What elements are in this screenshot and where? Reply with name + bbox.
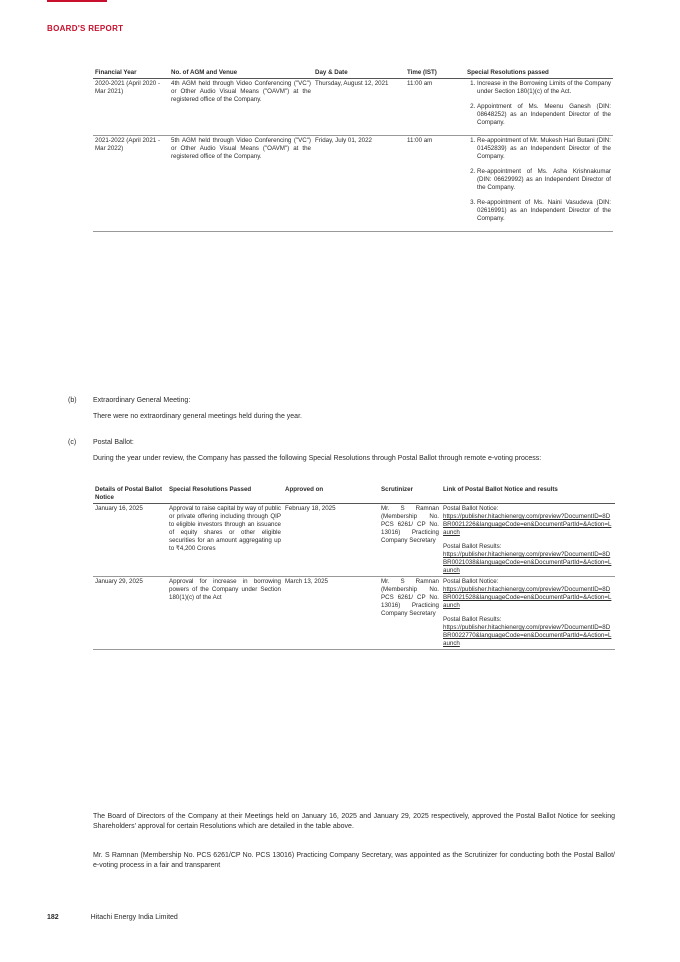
pb-approved: February 18, 2025 <box>283 504 379 577</box>
company-name: Hitachi Energy India Limited <box>90 914 178 921</box>
pb-resolution: Approval to raise capital by way of public or private offering including through QIP to eligible investors through an issuance of equity shares or other eligible securities for an amount aggregating up to ₹4,200 Crores <box>167 504 283 577</box>
table-row <box>93 79 613 136</box>
page-number: 182 <box>47 914 59 921</box>
agm-venue: 4th AGM held through Video Conferencing ("VC") or Other Audio Visual Means ("OAVM") at the registered office of the Company. <box>169 79 313 136</box>
agm-col-date: Day & Date <box>313 68 405 79</box>
agm-date: Friday, July 01, 2022 <box>313 136 405 232</box>
notice-link[interactable]: https://publisher.hitachienergy.com/preview?DocumentID=8DBR0021528&languageCode=en&DocumentPartId=&Action=Launch <box>443 586 612 609</box>
pb-col-approved: Approved on <box>283 485 379 504</box>
pb-links <box>441 577 615 650</box>
list-item: 2. Appointment of Ms. Meenu Ganesh (DIN: 08648252) as an Independent Director of the Company. <box>477 103 611 127</box>
pb-links <box>441 504 615 577</box>
agm-fy: 2021-2022 (April 2021 - Mar 2022) <box>93 136 169 232</box>
list-item: 2. Re-appointment of Ms. Asha Krishnakumar (DIN: 06629992) as an Independent Director of the Company. <box>477 168 611 192</box>
pb-date: January 29, 2025 <box>93 577 167 650</box>
egm-title: Extraordinary General Meeting: <box>93 397 191 404</box>
table-row <box>93 136 613 232</box>
header-accent-bar <box>47 0 107 2</box>
postal-ballot-table <box>93 485 615 650</box>
agm-time: 11:00 am <box>405 136 465 232</box>
notice-link[interactable]: https://publisher.hitachienergy.com/preview?DocumentID=8DBR0021226&languageCode=en&DocumentPartId=&Action=Launch <box>443 513 612 536</box>
agm-resolutions <box>465 136 613 232</box>
agm-time: 11:00 am <box>405 79 465 136</box>
result-link[interactable]: https://publisher.hitachienergy.com/preview?DocumentID=8DBR0021038&languageCode=en&DocumentPartId=&Action=Launch <box>443 551 612 574</box>
notice-label: Postal Ballot Notice: <box>443 578 499 585</box>
agm-table <box>93 68 613 232</box>
list-item: 1. Re-appointment of Mr. Mukesh Hari Butani (DIN: 01452839) as an Independent Director of the Company. <box>477 137 611 161</box>
result-label: Postal Ballot Results: <box>443 616 502 623</box>
egm-text: There were no extraordinary general meetings held during the year. <box>93 413 302 420</box>
notice-label: Postal Ballot Notice: <box>443 505 499 512</box>
pb-col-scrutinizer: Scrutinizer <box>379 485 441 504</box>
table-row <box>93 504 615 577</box>
agm-col-fy: Financial Year <box>93 68 169 79</box>
pb-approved: March 13, 2025 <box>283 577 379 650</box>
postal-title: Postal Ballot: <box>93 439 134 446</box>
pb-resolution: Approval for increase in borrowing powers of the Company under Section 180(1)(c) of the Act <box>167 577 283 650</box>
result-label: Postal Ballot Results: <box>443 543 502 550</box>
pb-date: January 16, 2025 <box>93 504 167 577</box>
agm-date: Thursday, August 12, 2021 <box>313 79 405 136</box>
pb-col-links: Link of Postal Ballot Notice and results <box>441 485 615 504</box>
egm-label: (b) <box>68 397 77 404</box>
list-item: 3. Re-appointment of Ms. Naini Vasudeva (DIN: 02616991) as an Independent Director of the Company. <box>477 199 611 223</box>
agm-col-resolutions: Special Resolutions passed <box>465 68 613 79</box>
agm-venue: 5th AGM held through Video Conferencing ("VC") or Other Audio Visual Means ("OAVM") at the registered office of the Company. <box>169 136 313 232</box>
scrutinizer-paragraph: Mr. S Ramnan (Membership No. PCS 6261/CP No. PCS 13016) Practicing Company Secretary, was appointed as the Scrutinizer for conducting both the Postal Ballot/ e-voting process in a fair and transparent <box>93 852 615 869</box>
postal-label: (c) <box>68 439 77 446</box>
result-link[interactable]: https://publisher.hitachienergy.com/preview?DocumentID=8DBR0022770&languageCode=en&DocumentPartId=&Action=Launch <box>443 624 612 647</box>
board-approval-paragraph: The Board of Directors of the Company at their Meetings held on January 16, 2025 and January 29, 2025 respectively, approved the Postal Ballot Notice for seeking Shareholders' approval for certain Resolutions which are detailed in the table above. <box>93 813 615 830</box>
table-row <box>93 577 615 650</box>
agm-col-venue: No. of AGM and Venue <box>169 68 313 79</box>
agm-fy: 2020-2021 (April 2020 - Mar 2021) <box>93 79 169 136</box>
agm-resolutions <box>465 79 613 136</box>
pb-scrutinizer: Mr. S Ramnan (Membership No. PCS 6261/ CP No. 13016) Practicing Company Secretary <box>379 504 441 577</box>
postal-text: During the year under review, the Company has passed the following Special Resolutions through Postal Ballot through remote e-voting process: <box>93 455 542 462</box>
list-item: 1. Increase in the Borrowing Limits of the Company under Section 180(1)(c) of the Act. <box>477 80 611 96</box>
page-footer <box>47 914 178 921</box>
page-header: BOARD'S REPORT <box>47 24 124 33</box>
agm-col-time: Time (IST) <box>405 68 465 79</box>
pb-col-resolutions: Special Resolutions Passed <box>167 485 283 504</box>
pb-scrutinizer: Mr. S Ramnan (Membership No. PCS 6261/ CP No. 13016) Practicing Company Secretary <box>379 577 441 650</box>
pb-col-details: Details of Postal Ballot Notice <box>93 485 167 504</box>
